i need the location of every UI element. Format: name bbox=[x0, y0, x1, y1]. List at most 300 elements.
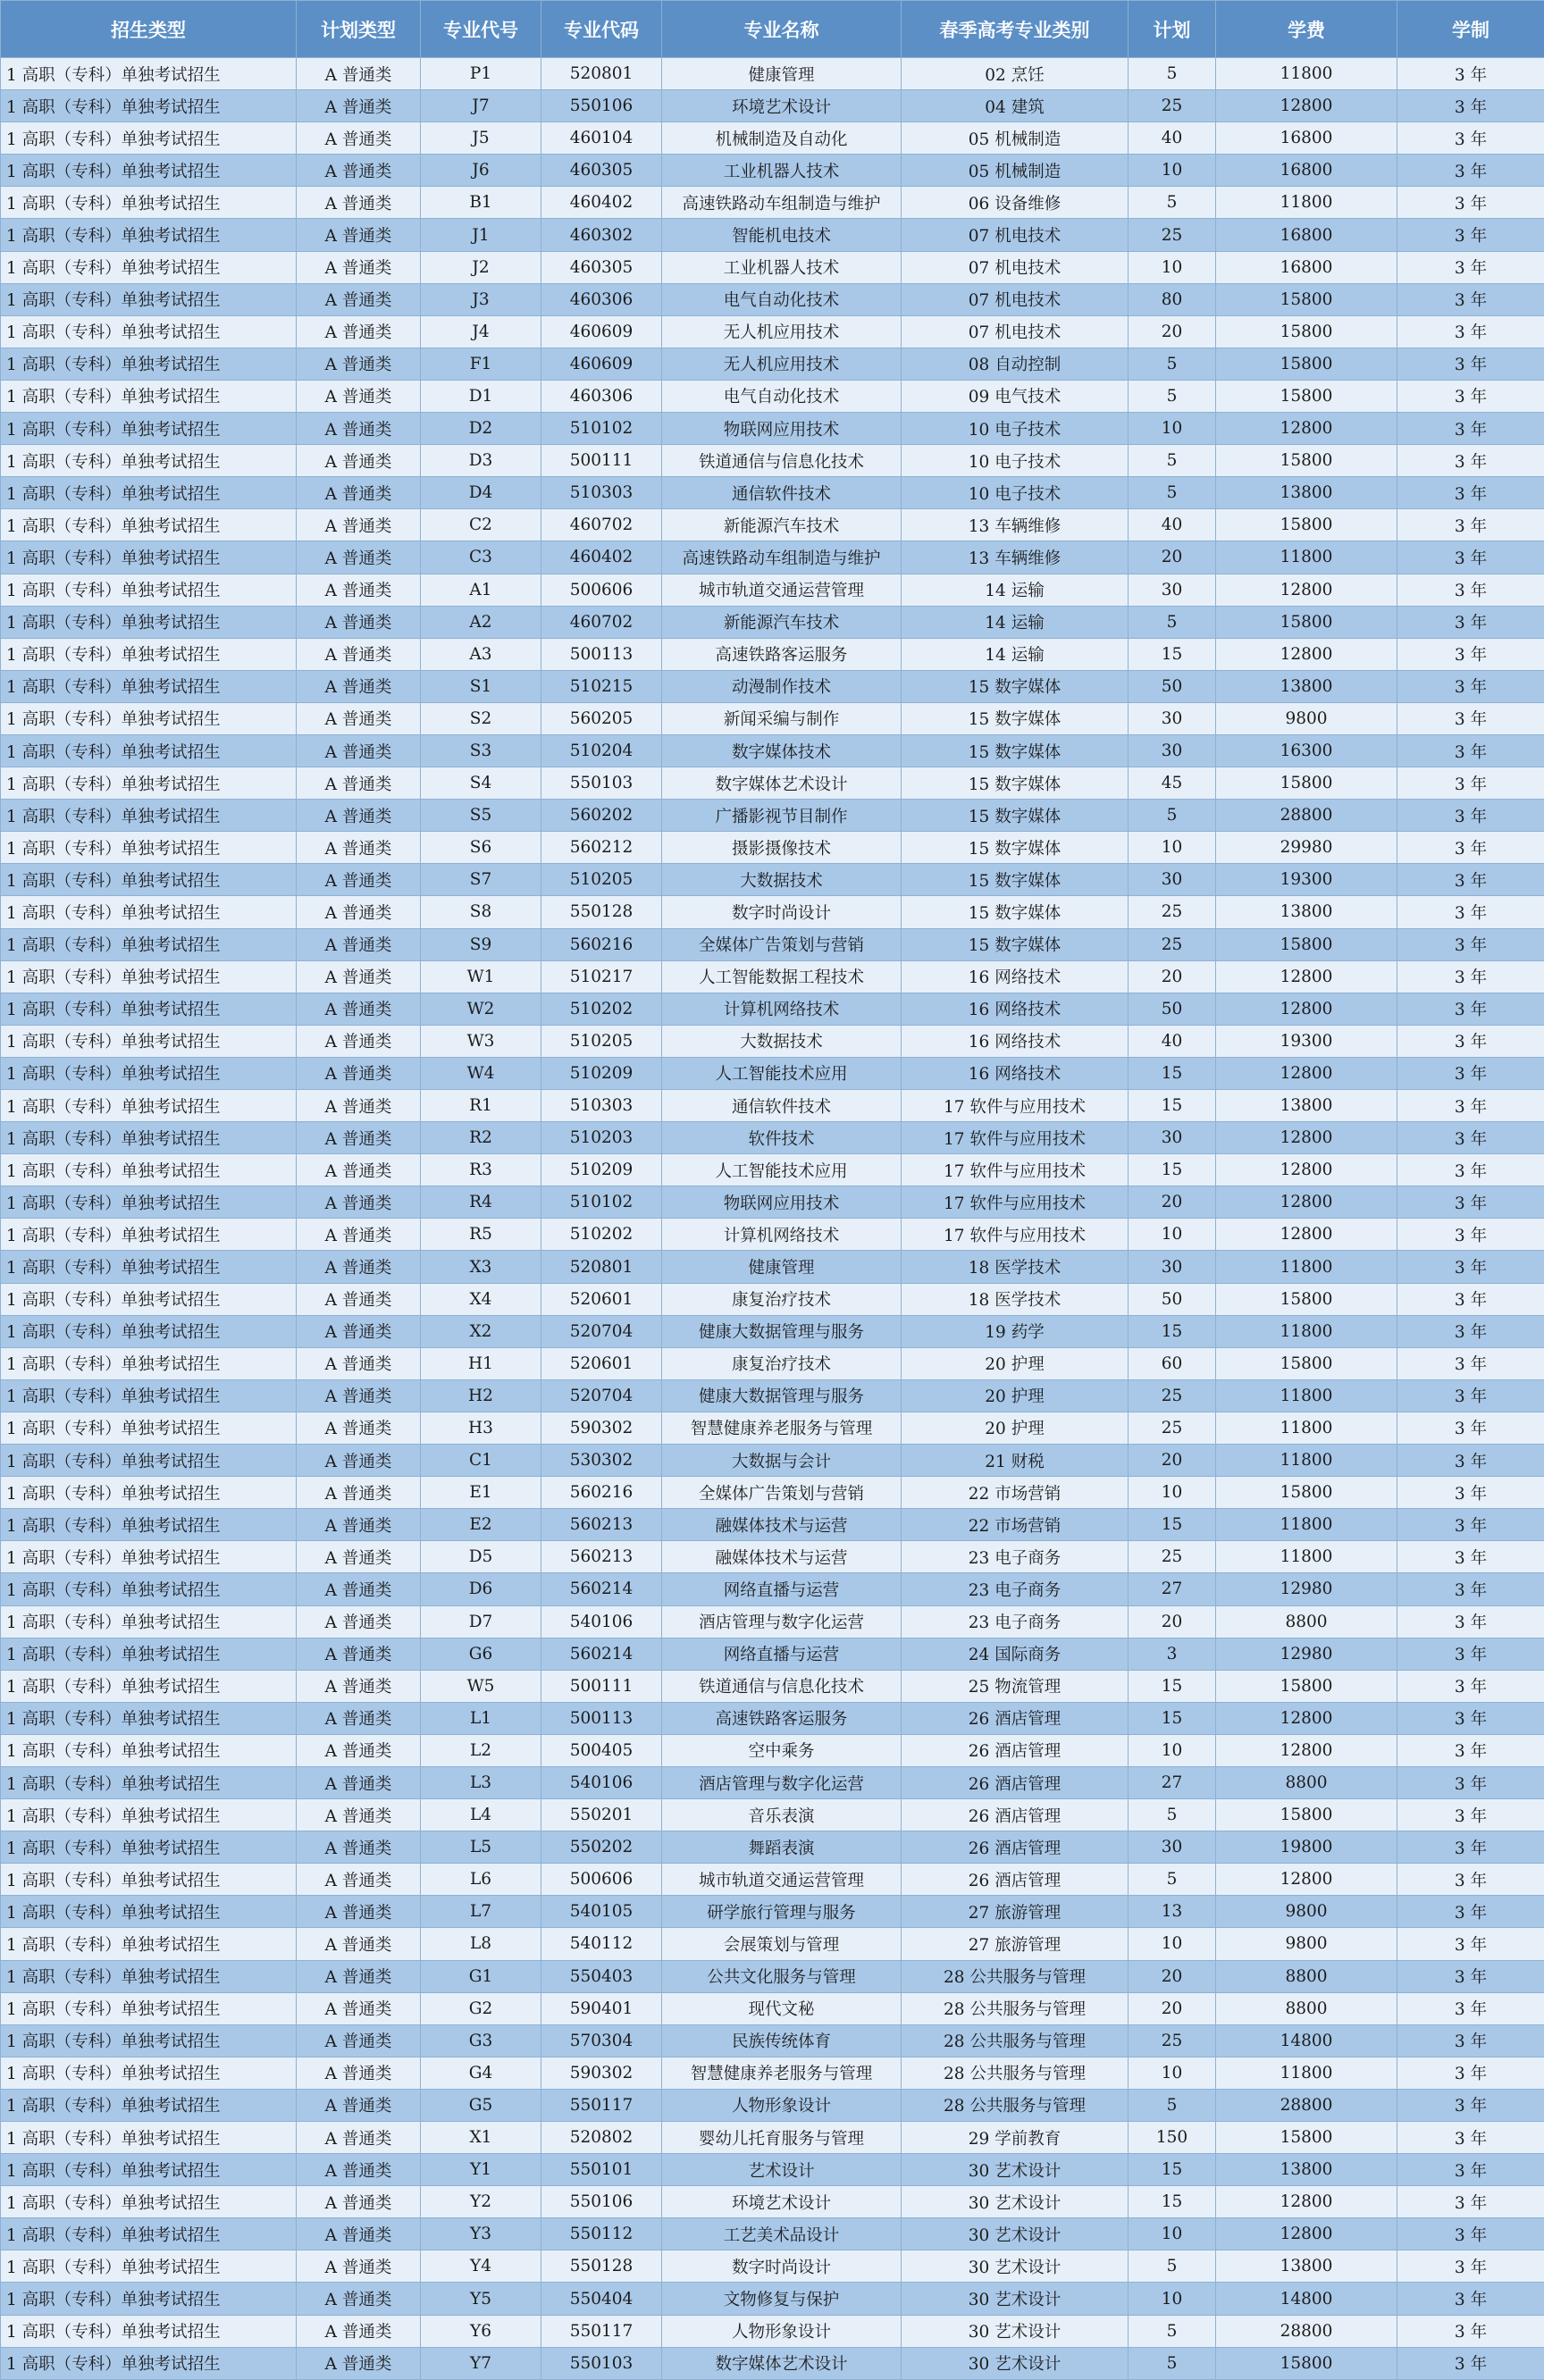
cell-major-name: 高速铁路客运服务 bbox=[662, 638, 902, 670]
cell-spring-category: 16 网络技术 bbox=[902, 1057, 1129, 1089]
cell-quota: 10 bbox=[1129, 2283, 1216, 2315]
cell-duration: 3 年 bbox=[1397, 606, 1544, 638]
cell-major-id: D5 bbox=[421, 1541, 541, 1573]
cell-major-id: L7 bbox=[421, 1896, 541, 1928]
cell-major-code: 550117 bbox=[541, 2089, 662, 2121]
cell-major-id: Y1 bbox=[421, 2154, 541, 2186]
cell-major-code: 510205 bbox=[541, 1025, 662, 1057]
cell-major-id: W3 bbox=[421, 1025, 541, 1057]
cell-major-code: 550128 bbox=[541, 896, 662, 928]
cell-major-code: 510303 bbox=[541, 1090, 662, 1122]
cell-quota: 25 bbox=[1129, 1541, 1216, 1573]
cell-duration: 3 年 bbox=[1397, 2154, 1544, 2186]
cell-quota: 20 bbox=[1129, 1186, 1216, 1219]
cell-plan-type: A 普通类 bbox=[297, 2057, 421, 2089]
cell-duration: 3 年 bbox=[1397, 1799, 1544, 1831]
table-row bbox=[1, 2347, 1544, 2379]
cell-major-id: H2 bbox=[421, 1379, 541, 1412]
cell-quota: 25 bbox=[1129, 2024, 1216, 2057]
cell-major-id: L3 bbox=[421, 1766, 541, 1798]
cell-major-id: X3 bbox=[421, 1251, 541, 1283]
cell-major-id: G4 bbox=[421, 2057, 541, 2089]
cell-spring-category: 30 艺术设计 bbox=[902, 2283, 1129, 2315]
cell-spring-category: 17 软件与应用技术 bbox=[902, 1219, 1129, 1251]
cell-plan-type: A 普通类 bbox=[297, 928, 421, 960]
cell-plan-type: A 普通类 bbox=[297, 1186, 421, 1219]
cell-quota: 20 bbox=[1129, 315, 1216, 348]
cell-enrollment-type: 1 高职（专科）单独考试招生 bbox=[1, 477, 297, 509]
cell-tuition: 15800 bbox=[1216, 1347, 1397, 1379]
cell-spring-category: 13 车辆维修 bbox=[902, 541, 1129, 574]
header-enrollment-type: 招生类型 bbox=[1, 1, 297, 58]
table-row bbox=[1, 2218, 1544, 2250]
cell-tuition: 16800 bbox=[1216, 219, 1397, 251]
cell-spring-category: 22 市场营销 bbox=[902, 1509, 1129, 1541]
cell-major-name: 文物修复与保护 bbox=[662, 2283, 902, 2315]
cell-plan-type: A 普通类 bbox=[297, 541, 421, 574]
cell-quota: 5 bbox=[1129, 2250, 1216, 2283]
cell-plan-type: A 普通类 bbox=[297, 1799, 421, 1831]
cell-major-id: D4 bbox=[421, 477, 541, 509]
table-row bbox=[1, 219, 1544, 251]
cell-spring-category: 27 旅游管理 bbox=[902, 1896, 1129, 1928]
table-row bbox=[1, 1896, 1544, 1928]
cell-plan-type: A 普通类 bbox=[297, 1509, 421, 1541]
cell-quota: 5 bbox=[1129, 445, 1216, 477]
cell-plan-type: A 普通类 bbox=[297, 1347, 421, 1379]
cell-enrollment-type: 1 高职（专科）单独考试招生 bbox=[1, 1509, 297, 1541]
cell-major-id: P1 bbox=[421, 58, 541, 90]
cell-major-id: H1 bbox=[421, 1347, 541, 1379]
table-row bbox=[1, 1251, 1544, 1283]
cell-major-code: 500405 bbox=[541, 1734, 662, 1766]
cell-major-code: 550101 bbox=[541, 2154, 662, 2186]
cell-plan-type: A 普通类 bbox=[297, 1734, 421, 1766]
cell-tuition: 8800 bbox=[1216, 1960, 1397, 1992]
cell-major-code: 540106 bbox=[541, 1605, 662, 1638]
cell-spring-category: 21 财税 bbox=[902, 1445, 1129, 1477]
cell-quota: 45 bbox=[1129, 767, 1216, 800]
cell-major-name: 人工智能数据工程技术 bbox=[662, 960, 902, 993]
cell-spring-category: 30 艺术设计 bbox=[902, 2218, 1129, 2250]
table-row bbox=[1, 1445, 1544, 1477]
cell-enrollment-type: 1 高职（专科）单独考试招生 bbox=[1, 800, 297, 832]
cell-enrollment-type: 1 高职（专科）单独考试招生 bbox=[1, 896, 297, 928]
cell-spring-category: 06 设备维修 bbox=[902, 187, 1129, 219]
cell-major-name: 网络直播与运营 bbox=[662, 1573, 902, 1605]
table-row bbox=[1, 1025, 1544, 1057]
cell-duration: 3 年 bbox=[1397, 2315, 1544, 2347]
cell-major-id: S9 bbox=[421, 928, 541, 960]
cell-major-id: C1 bbox=[421, 1445, 541, 1477]
cell-plan-type: A 普通类 bbox=[297, 1864, 421, 1896]
cell-major-name: 人工智能技术应用 bbox=[662, 1154, 902, 1186]
cell-major-code: 560216 bbox=[541, 1477, 662, 1509]
table-row bbox=[1, 1057, 1544, 1089]
cell-major-code: 560213 bbox=[541, 1509, 662, 1541]
cell-tuition: 16800 bbox=[1216, 122, 1397, 155]
table-row bbox=[1, 283, 1544, 315]
cell-quota: 15 bbox=[1129, 1315, 1216, 1347]
cell-quota: 15 bbox=[1129, 2186, 1216, 2218]
cell-enrollment-type: 1 高职（专科）单独考试招生 bbox=[1, 1090, 297, 1122]
cell-enrollment-type: 1 高职（专科）单独考试招生 bbox=[1, 2218, 297, 2250]
cell-spring-category: 23 电子商务 bbox=[902, 1541, 1129, 1573]
table-row bbox=[1, 2057, 1544, 2089]
cell-duration: 3 年 bbox=[1397, 1605, 1544, 1638]
cell-duration: 3 年 bbox=[1397, 670, 1544, 702]
cell-quota: 5 bbox=[1129, 380, 1216, 412]
cell-spring-category: 15 数字媒体 bbox=[902, 800, 1129, 832]
header-tuition: 学费 bbox=[1216, 1, 1397, 58]
cell-plan-type: A 普通类 bbox=[297, 2347, 421, 2379]
table-row bbox=[1, 122, 1544, 155]
table-row bbox=[1, 1509, 1544, 1541]
cell-enrollment-type: 1 高职（专科）单独考试招生 bbox=[1, 960, 297, 993]
table-row bbox=[1, 1573, 1544, 1605]
cell-enrollment-type: 1 高职（专科）单独考试招生 bbox=[1, 993, 297, 1025]
cell-tuition: 16800 bbox=[1216, 155, 1397, 187]
cell-tuition: 12800 bbox=[1216, 1186, 1397, 1219]
cell-enrollment-type: 1 高职（专科）单独考试招生 bbox=[1, 864, 297, 896]
cell-quota: 20 bbox=[1129, 541, 1216, 574]
table-row bbox=[1, 251, 1544, 283]
cell-spring-category: 15 数字媒体 bbox=[902, 702, 1129, 734]
cell-duration: 3 年 bbox=[1397, 283, 1544, 315]
cell-duration: 3 年 bbox=[1397, 2122, 1544, 2154]
cell-enrollment-type: 1 高职（专科）单独考试招生 bbox=[1, 2057, 297, 2089]
cell-major-id: S3 bbox=[421, 734, 541, 767]
cell-enrollment-type: 1 高职（专科）单独考试招生 bbox=[1, 251, 297, 283]
cell-major-name: 大数据与会计 bbox=[662, 1445, 902, 1477]
cell-quota: 10 bbox=[1129, 2218, 1216, 2250]
cell-major-id: L5 bbox=[421, 1831, 541, 1864]
cell-duration: 3 年 bbox=[1397, 122, 1544, 155]
cell-duration: 3 年 bbox=[1397, 380, 1544, 412]
cell-plan-type: A 普通类 bbox=[297, 864, 421, 896]
cell-major-id: Y2 bbox=[421, 2186, 541, 2218]
cell-enrollment-type: 1 高职（专科）单独考试招生 bbox=[1, 2122, 297, 2154]
cell-major-code: 550103 bbox=[541, 2347, 662, 2379]
cell-tuition: 12800 bbox=[1216, 1154, 1397, 1186]
cell-major-id: Y3 bbox=[421, 2218, 541, 2250]
cell-quota: 5 bbox=[1129, 187, 1216, 219]
cell-enrollment-type: 1 高职（专科）单独考试招生 bbox=[1, 1734, 297, 1766]
cell-major-name: 通信软件技术 bbox=[662, 477, 902, 509]
cell-enrollment-type: 1 高职（专科）单独考试招生 bbox=[1, 2250, 297, 2283]
cell-quota: 25 bbox=[1129, 1412, 1216, 1444]
cell-major-name: 健康管理 bbox=[662, 1251, 902, 1283]
cell-plan-type: A 普通类 bbox=[297, 1154, 421, 1186]
cell-major-name: 环境艺术设计 bbox=[662, 90, 902, 122]
cell-quota: 10 bbox=[1129, 1734, 1216, 1766]
cell-quota: 5 bbox=[1129, 606, 1216, 638]
cell-major-code: 460305 bbox=[541, 251, 662, 283]
cell-quota: 10 bbox=[1129, 1219, 1216, 1251]
cell-quota: 25 bbox=[1129, 896, 1216, 928]
cell-duration: 3 年 bbox=[1397, 1251, 1544, 1283]
cell-enrollment-type: 1 高职（专科）单独考试招生 bbox=[1, 2315, 297, 2347]
cell-major-name: 工艺美术品设计 bbox=[662, 2218, 902, 2250]
cell-tuition: 11800 bbox=[1216, 541, 1397, 574]
table-row bbox=[1, 1734, 1544, 1766]
cell-major-name: 电气自动化技术 bbox=[662, 283, 902, 315]
cell-plan-type: A 普通类 bbox=[297, 896, 421, 928]
cell-spring-category: 20 护理 bbox=[902, 1347, 1129, 1379]
cell-major-id: A2 bbox=[421, 606, 541, 638]
cell-tuition: 15800 bbox=[1216, 315, 1397, 348]
cell-spring-category: 18 医学技术 bbox=[902, 1251, 1129, 1283]
table-row bbox=[1, 1864, 1544, 1896]
cell-spring-category: 10 电子技术 bbox=[902, 413, 1129, 445]
table-row bbox=[1, 1379, 1544, 1412]
cell-duration: 3 年 bbox=[1397, 1573, 1544, 1605]
header-plan-type: 计划类型 bbox=[297, 1, 421, 58]
cell-major-code: 460402 bbox=[541, 541, 662, 574]
cell-plan-type: A 普通类 bbox=[297, 1541, 421, 1573]
cell-enrollment-type: 1 高职（专科）单独考试招生 bbox=[1, 638, 297, 670]
cell-spring-category: 07 机电技术 bbox=[902, 219, 1129, 251]
cell-plan-type: A 普通类 bbox=[297, 315, 421, 348]
cell-enrollment-type: 1 高职（专科）单独考试招生 bbox=[1, 122, 297, 155]
table-row bbox=[1, 1477, 1544, 1509]
cell-major-name: 健康大数据管理与服务 bbox=[662, 1379, 902, 1412]
cell-duration: 3 年 bbox=[1397, 1864, 1544, 1896]
table-row bbox=[1, 1638, 1544, 1670]
cell-major-name: 健康管理 bbox=[662, 58, 902, 90]
cell-enrollment-type: 1 高职（专科）单独考试招生 bbox=[1, 1605, 297, 1638]
cell-major-name: 民族传统体育 bbox=[662, 2024, 902, 2057]
cell-major-code: 510209 bbox=[541, 1154, 662, 1186]
cell-tuition: 15800 bbox=[1216, 2122, 1397, 2154]
cell-enrollment-type: 1 高职（专科）单独考试招生 bbox=[1, 1251, 297, 1283]
cell-spring-category: 16 网络技术 bbox=[902, 993, 1129, 1025]
cell-spring-category: 07 机电技术 bbox=[902, 283, 1129, 315]
cell-plan-type: A 普通类 bbox=[297, 767, 421, 800]
cell-plan-type: A 普通类 bbox=[297, 477, 421, 509]
cell-enrollment-type: 1 高职（专科）单独考试招生 bbox=[1, 1928, 297, 1960]
cell-spring-category: 19 药学 bbox=[902, 1315, 1129, 1347]
cell-major-code: 460609 bbox=[541, 315, 662, 348]
cell-spring-category: 20 护理 bbox=[902, 1379, 1129, 1412]
cell-major-id: H3 bbox=[421, 1412, 541, 1444]
table-header-row bbox=[1, 1, 1544, 58]
cell-plan-type: A 普通类 bbox=[297, 606, 421, 638]
cell-major-name: 婴幼儿托育服务与管理 bbox=[662, 2122, 902, 2154]
cell-major-name: 康复治疗技术 bbox=[662, 1283, 902, 1315]
cell-plan-type: A 普通类 bbox=[297, 574, 421, 606]
cell-tuition: 14800 bbox=[1216, 2283, 1397, 2315]
cell-tuition: 19800 bbox=[1216, 1831, 1397, 1864]
cell-tuition: 15800 bbox=[1216, 928, 1397, 960]
cell-tuition: 11800 bbox=[1216, 1379, 1397, 1412]
cell-major-code: 550201 bbox=[541, 1799, 662, 1831]
cell-quota: 27 bbox=[1129, 1766, 1216, 1798]
cell-enrollment-type: 1 高职（专科）单独考试招生 bbox=[1, 2024, 297, 2057]
cell-enrollment-type: 1 高职（专科）单独考试招生 bbox=[1, 509, 297, 541]
cell-major-id: Y7 bbox=[421, 2347, 541, 2379]
cell-tuition: 11800 bbox=[1216, 187, 1397, 219]
table-row bbox=[1, 606, 1544, 638]
cell-major-code: 460702 bbox=[541, 606, 662, 638]
cell-spring-category: 15 数字媒体 bbox=[902, 928, 1129, 960]
header-major-id: 专业代号 bbox=[421, 1, 541, 58]
cell-plan-type: A 普通类 bbox=[297, 1831, 421, 1864]
cell-plan-type: A 普通类 bbox=[297, 993, 421, 1025]
cell-plan-type: A 普通类 bbox=[297, 1283, 421, 1315]
cell-major-id: S2 bbox=[421, 702, 541, 734]
cell-plan-type: A 普通类 bbox=[297, 1025, 421, 1057]
cell-spring-category: 15 数字媒体 bbox=[902, 864, 1129, 896]
cell-plan-type: A 普通类 bbox=[297, 1122, 421, 1154]
table-row bbox=[1, 1283, 1544, 1315]
cell-plan-type: A 普通类 bbox=[297, 1412, 421, 1444]
cell-spring-category: 17 软件与应用技术 bbox=[902, 1122, 1129, 1154]
table-row bbox=[1, 2283, 1544, 2315]
cell-duration: 3 年 bbox=[1397, 1766, 1544, 1798]
cell-enrollment-type: 1 高职（专科）单独考试招生 bbox=[1, 2283, 297, 2315]
cell-major-code: 520802 bbox=[541, 2122, 662, 2154]
cell-quota: 10 bbox=[1129, 1477, 1216, 1509]
cell-major-id: Y5 bbox=[421, 2283, 541, 2315]
cell-duration: 3 年 bbox=[1397, 187, 1544, 219]
table-row bbox=[1, 2186, 1544, 2218]
table-row bbox=[1, 348, 1544, 380]
cell-tuition: 11800 bbox=[1216, 1541, 1397, 1573]
cell-major-id: R5 bbox=[421, 1219, 541, 1251]
cell-major-code: 500111 bbox=[541, 1670, 662, 1702]
cell-spring-category: 16 网络技术 bbox=[902, 1025, 1129, 1057]
cell-quota: 15 bbox=[1129, 1057, 1216, 1089]
cell-major-name: 新闻采编与制作 bbox=[662, 702, 902, 734]
cell-tuition: 16800 bbox=[1216, 251, 1397, 283]
cell-major-code: 460305 bbox=[541, 155, 662, 187]
cell-major-name: 会展策划与管理 bbox=[662, 1928, 902, 1960]
cell-major-id: F1 bbox=[421, 348, 541, 380]
cell-duration: 3 年 bbox=[1397, 348, 1544, 380]
cell-major-name: 康复治疗技术 bbox=[662, 1347, 902, 1379]
table-row bbox=[1, 477, 1544, 509]
cell-tuition: 8800 bbox=[1216, 1605, 1397, 1638]
cell-tuition: 9800 bbox=[1216, 1928, 1397, 1960]
cell-spring-category: 15 数字媒体 bbox=[902, 832, 1129, 864]
cell-tuition: 13800 bbox=[1216, 2250, 1397, 2283]
cell-spring-category: 10 电子技术 bbox=[902, 445, 1129, 477]
cell-plan-type: A 普通类 bbox=[297, 219, 421, 251]
cell-plan-type: A 普通类 bbox=[297, 1960, 421, 1992]
cell-major-code: 460306 bbox=[541, 283, 662, 315]
cell-spring-category: 30 艺术设计 bbox=[902, 2186, 1129, 2218]
cell-enrollment-type: 1 高职（专科）单独考试招生 bbox=[1, 1864, 297, 1896]
cell-spring-category: 28 公共服务与管理 bbox=[902, 1992, 1129, 2024]
cell-major-name: 研学旅行管理与服务 bbox=[662, 1896, 902, 1928]
cell-quota: 60 bbox=[1129, 1347, 1216, 1379]
table-row bbox=[1, 800, 1544, 832]
cell-major-id: A1 bbox=[421, 574, 541, 606]
cell-tuition: 9800 bbox=[1216, 1896, 1397, 1928]
table-row bbox=[1, 1702, 1544, 1734]
cell-quota: 20 bbox=[1129, 1992, 1216, 2024]
cell-enrollment-type: 1 高职（专科）单独考试招生 bbox=[1, 1960, 297, 1992]
header-major-name: 专业名称 bbox=[662, 1, 902, 58]
cell-plan-type: A 普通类 bbox=[297, 348, 421, 380]
table-row bbox=[1, 1766, 1544, 1798]
cell-plan-type: A 普通类 bbox=[297, 122, 421, 155]
cell-spring-category: 14 运输 bbox=[902, 574, 1129, 606]
cell-tuition: 15800 bbox=[1216, 1670, 1397, 1702]
cell-plan-type: A 普通类 bbox=[297, 1445, 421, 1477]
cell-enrollment-type: 1 高职（专科）单独考试招生 bbox=[1, 1831, 297, 1864]
cell-plan-type: A 普通类 bbox=[297, 1379, 421, 1412]
cell-tuition: 12800 bbox=[1216, 638, 1397, 670]
cell-spring-category: 29 学前教育 bbox=[902, 2122, 1129, 2154]
cell-enrollment-type: 1 高职（专科）单独考试招生 bbox=[1, 1025, 297, 1057]
cell-spring-category: 23 电子商务 bbox=[902, 1605, 1129, 1638]
cell-major-code: 510203 bbox=[541, 1122, 662, 1154]
cell-major-id: S8 bbox=[421, 896, 541, 928]
cell-tuition: 28800 bbox=[1216, 2089, 1397, 2121]
cell-major-id: L4 bbox=[421, 1799, 541, 1831]
cell-duration: 3 年 bbox=[1397, 1509, 1544, 1541]
cell-major-name: 融媒体技术与运营 bbox=[662, 1509, 902, 1541]
cell-quota: 30 bbox=[1129, 864, 1216, 896]
cell-duration: 3 年 bbox=[1397, 315, 1544, 348]
cell-quota: 25 bbox=[1129, 219, 1216, 251]
cell-spring-category: 15 数字媒体 bbox=[902, 670, 1129, 702]
cell-duration: 3 年 bbox=[1397, 2089, 1544, 2121]
cell-major-id: W2 bbox=[421, 993, 541, 1025]
cell-major-code: 510217 bbox=[541, 960, 662, 993]
cell-duration: 3 年 bbox=[1397, 638, 1544, 670]
cell-quota: 5 bbox=[1129, 348, 1216, 380]
cell-duration: 3 年 bbox=[1397, 1219, 1544, 1251]
cell-major-code: 560202 bbox=[541, 800, 662, 832]
cell-spring-category: 23 电子商务 bbox=[902, 1573, 1129, 1605]
cell-enrollment-type: 1 高职（专科）单独考试招生 bbox=[1, 155, 297, 187]
cell-duration: 3 年 bbox=[1397, 2218, 1544, 2250]
cell-major-code: 550128 bbox=[541, 2250, 662, 2283]
cell-major-code: 510303 bbox=[541, 477, 662, 509]
cell-major-name: 全媒体广告策划与营销 bbox=[662, 1477, 902, 1509]
table-row bbox=[1, 1605, 1544, 1638]
cell-duration: 3 年 bbox=[1397, 1412, 1544, 1444]
cell-major-code: 560214 bbox=[541, 1638, 662, 1670]
cell-spring-category: 26 酒店管理 bbox=[902, 1734, 1129, 1766]
cell-duration: 3 年 bbox=[1397, 574, 1544, 606]
cell-major-code: 550106 bbox=[541, 2186, 662, 2218]
cell-major-code: 520801 bbox=[541, 58, 662, 90]
cell-plan-type: A 普通类 bbox=[297, 1251, 421, 1283]
cell-enrollment-type: 1 高职（专科）单独考试招生 bbox=[1, 1766, 297, 1798]
cell-major-id: L8 bbox=[421, 1928, 541, 1960]
cell-spring-category: 10 电子技术 bbox=[902, 477, 1129, 509]
cell-plan-type: A 普通类 bbox=[297, 1573, 421, 1605]
cell-major-id: A3 bbox=[421, 638, 541, 670]
cell-major-id: C3 bbox=[421, 541, 541, 574]
cell-tuition: 11800 bbox=[1216, 1445, 1397, 1477]
cell-enrollment-type: 1 高职（专科）单独考试招生 bbox=[1, 283, 297, 315]
cell-quota: 15 bbox=[1129, 638, 1216, 670]
cell-duration: 3 年 bbox=[1397, 832, 1544, 864]
cell-enrollment-type: 1 高职（专科）单独考试招生 bbox=[1, 445, 297, 477]
cell-duration: 3 年 bbox=[1397, 413, 1544, 445]
cell-major-name: 无人机应用技术 bbox=[662, 348, 902, 380]
cell-quota: 40 bbox=[1129, 122, 1216, 155]
cell-plan-type: A 普通类 bbox=[297, 2250, 421, 2283]
cell-quota: 150 bbox=[1129, 2122, 1216, 2154]
cell-major-id: R2 bbox=[421, 1122, 541, 1154]
cell-major-code: 550106 bbox=[541, 90, 662, 122]
